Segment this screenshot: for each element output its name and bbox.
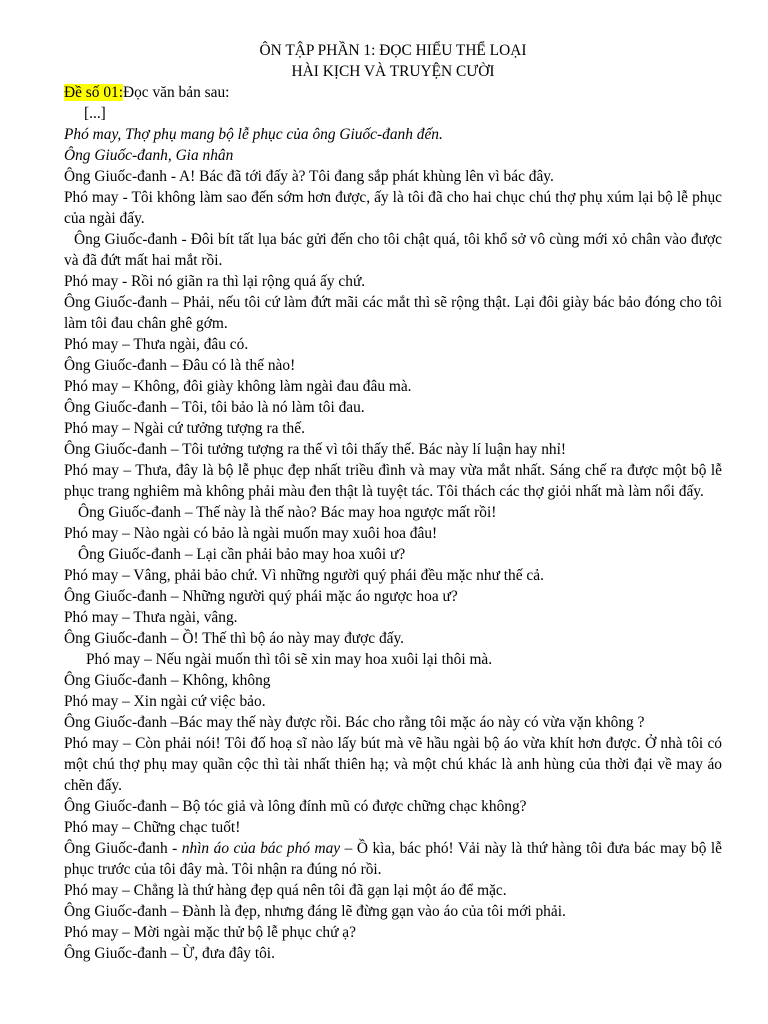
dialogue-line: Phó may – Chững chạc tuốt!	[64, 819, 241, 836]
exercise-heading	[64, 82, 722, 103]
dialogue-line: Ông Giuốc-đanh - Đôi bít tất lụa bác gửi đến cho tôi chật quá, tôi khổ sở vô cùng mới xỏ chân vào được và đã đứt mất hai mắt rồi.	[64, 231, 722, 269]
speaker-segment: Ông Giuốc-đanh -	[64, 840, 182, 857]
dialogue-line: Phó may – Xin ngài cứ việc bảo.	[64, 693, 266, 710]
dialogue-line: Phó may – Thưa, đây là bộ lễ phục đẹp nhất triều đình và may vừa mắt nhất. Sáng chế ra được một bộ lễ phục trang nghiêm mà không phải màu đen thật là tuyệt tác. Tôi thách các thợ giỏi nhất mà làm nổi đấy.	[64, 462, 722, 500]
dialogue-line: Ông Giuốc-đanh – Những người quý phái mặc áo ngược hoa ư?	[64, 588, 458, 605]
exercise-label-highlight: Đề số 01:	[64, 84, 123, 101]
dialogue-line: Phó may – Chẳng là thứ hàng đẹp quá nên tôi đã gạn lại một áo để mặc.	[64, 882, 507, 899]
dialogue-line: Phó may – Còn phải nói! Tôi đố hoạ sĩ nào lấy bút mà vẽ hầu ngài bộ áo vừa khít hơn được. Ở nhà tôi có một chú thợ phụ may quần cộc thì tài nhất thiên hạ; và một chú khác là anh hùng của thời đại về may áo chẽn đấy.	[64, 735, 722, 794]
dialogue-line: Phó may – Nào ngài có bảo là ngài muốn may xuôi hoa đâu!	[64, 525, 438, 542]
dialogue-line: Phó may – Nếu ngài muốn thì tôi sẽ xin may hoa xuôi lại thôi mà.	[86, 651, 493, 668]
dialogue-line: Phó may - Rồi nó giãn ra thì lại rộng quá ấy chứ.	[64, 273, 366, 290]
dialogue-line: Ông Giuốc-đanh – Bộ tóc giả và lông đính mũ có được chững chạc không?	[64, 798, 527, 815]
character-list: Ông Giuốc-đanh, Gia nhân	[64, 147, 234, 164]
dialogue-line: Phó may – Ngài cứ tưởng tượng ra thế.	[64, 420, 305, 437]
dialogue-line: Ông Giuốc-đanh – Ừ, đưa đây tôi.	[64, 945, 275, 962]
dialogue-line: Ông Giuốc-đanh – Thế này là thế nào? Bác may hoa ngược mất rồi!	[78, 504, 497, 521]
dialogue-line: Ông Giuốc-đanh – Đành là đẹp, nhưng đáng lẽ đừng gạn vào áo của tôi mới phải.	[64, 903, 566, 920]
exercise-instruction: Đọc văn bản sau:	[123, 84, 230, 101]
dialogue-line: Ông Giuốc-đanh - A! Bác đã tới đấy à? Tôi đang sắp phát khùng lên vì bác đây.	[64, 168, 554, 185]
dialogue-line-with-direction	[64, 838, 722, 880]
stage-direction: Phó may, Thợ phụ mang bộ lễ phục của ông Giuốc-đanh đến.	[64, 126, 443, 143]
dialogue-line: Phó may – Vâng, phải bảo chứ. Vì những người quý phái đều mặc như thế cả.	[64, 567, 544, 584]
dialogue-line: Ông Giuốc-đanh – Lại cần phải bảo may hoa xuôi ư?	[78, 546, 406, 563]
dialogue-line: Ông Giuốc-đanh – Không, không	[64, 672, 271, 689]
dialogue-line: Phó may – Thưa ngài, đâu có.	[64, 336, 249, 353]
dialogue-line: Ông Giuốc-đanh – Tôi, tôi bảo là nó làm tôi đau.	[64, 399, 365, 416]
dialogue-line: Phó may – Thưa ngài, vâng.	[64, 609, 238, 626]
dialogue-line: Ông Giuốc-đanh – Phải, nếu tôi cứ làm đứt mãi các mắt thì sẽ rộng thật. Lại đôi giày bác bảo đóng cho tôi làm tôi đau chân ghê gớm.	[64, 294, 722, 332]
dialogue-line: Ông Giuốc-đanh –Bác may thế này được rồi. Bác cho rằng tôi mặc áo này có vừa vặn không ?	[64, 714, 645, 731]
dialogue-segment: – Ồ kìa, bác phó! Vải này là thứ hàng tôi đưa bác may bộ lễ phục trước của tôi đây mà. Tôi nhận ra đúng nó rồi.	[64, 840, 723, 878]
dialogue-line: Phó may – Mời ngài mặc thử bộ lễ phục chứ ạ?	[64, 924, 356, 941]
dialogue-line: Ông Giuốc-đanh – Tôi tưởng tượng ra thế vì tôi thấy thế. Bác này lí luận hay nhỉ!	[64, 441, 566, 458]
dialogue-line: Ông Giuốc-đanh – Đâu có là thế nào!	[64, 357, 296, 374]
document-title-line-2: HÀI KỊCH VÀ TRUYỆN CƯỜI	[291, 63, 495, 80]
document-title-line-1: ÔN TẬP PHẦN 1: ĐỌC HIỂU THỂ LOẠI	[259, 42, 527, 59]
dialogue-line: Ông Giuốc-đanh – Ồ! Thế thì bộ áo này may được đấy.	[64, 630, 405, 647]
dialogue-line: Phó may – Không, đôi giày không làm ngài đau đâu mà.	[64, 378, 412, 395]
inline-stage-direction: nhìn áo của bác phó may	[181, 840, 341, 857]
ellipsis-marker: [...]	[84, 105, 106, 122]
dialogue-line: Phó may - Tôi không làm sao đến sớm hơn được, ấy là tôi đã cho hai chục chú thợ phụ xúm lại bộ lễ phục của ngài đấy.	[64, 189, 722, 227]
